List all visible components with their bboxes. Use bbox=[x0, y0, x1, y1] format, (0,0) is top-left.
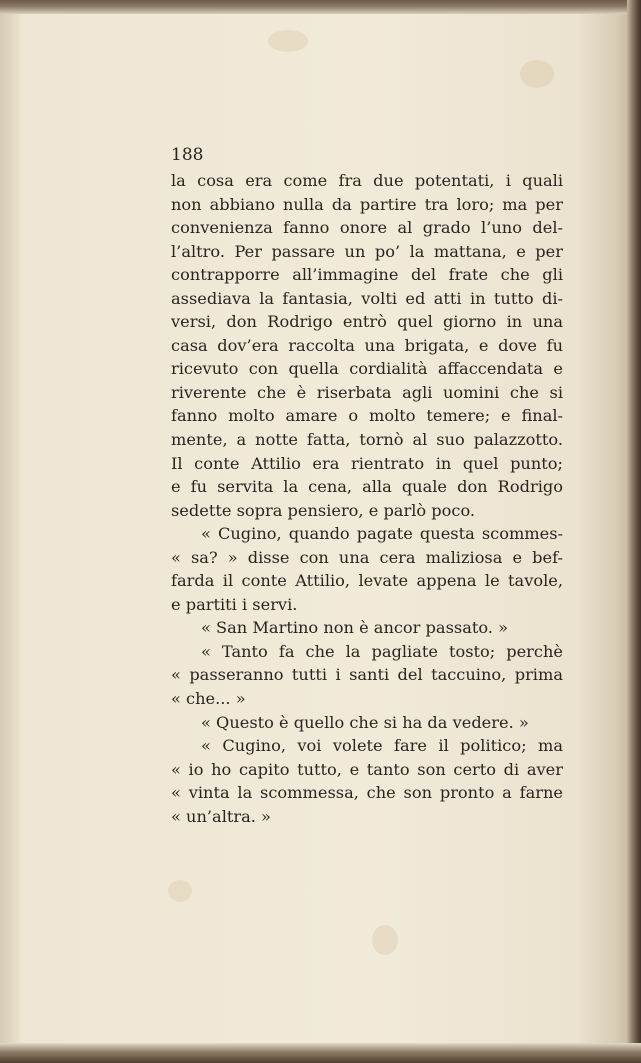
text-line: « sa? » disse con una cera maliziosa e bef- bbox=[171, 547, 563, 567]
text-lines bbox=[171, 169, 563, 828]
foxing-stain bbox=[520, 60, 554, 88]
text-line: contrapporre all’immagine del frate che gli bbox=[171, 265, 563, 285]
text-line: « vinta la scommessa, che son pronto a farne bbox=[171, 783, 563, 803]
text-line: « che... » bbox=[171, 689, 246, 709]
text-line: « Cugino, quando pagate questa scommes- bbox=[201, 524, 563, 544]
text-line: non abbiano nulla da partire tra loro; ma per bbox=[171, 194, 563, 214]
text-line: « Cugino, voi volete fare il politico; ma bbox=[201, 736, 563, 756]
text-line: fanno molto amare o molto temere; e final- bbox=[171, 406, 563, 426]
text-line: « passeranno tutti i santi del taccuino, prima bbox=[171, 665, 563, 685]
text-line: « San Martino non è ancor passato. » bbox=[201, 618, 509, 638]
text-line: la cosa era come fra due potentati, i quali bbox=[171, 171, 563, 190]
text-line: farda il conte Attilio, levate appena le tavole, bbox=[171, 571, 563, 591]
page-right-edge bbox=[627, 0, 641, 1063]
text-line: « un’altra. » bbox=[171, 806, 271, 826]
page-gutter-shadow bbox=[0, 0, 22, 1063]
text-line: sedette sopra pensiero, e parlò poco. bbox=[171, 500, 476, 520]
text-line: assediava la fantasia, volti ed atti in tutto di- bbox=[171, 288, 563, 308]
text-line: mente, a notte fatta, tornò al suo palazzotto. bbox=[171, 430, 563, 450]
text-line: casa dov’era raccolta una brigata, e dove fu bbox=[171, 335, 563, 355]
page-number: 188 bbox=[171, 145, 204, 165]
page-top-edge bbox=[0, 0, 641, 14]
text-line: e fu servita la cena, alla quale don Rodrigo bbox=[171, 477, 563, 497]
text-line: l’altro. Per passare un po’ la mattana, e per bbox=[171, 241, 563, 261]
foxing-stain bbox=[372, 925, 398, 955]
text-line: Il conte Attilio era rientrato in quel punto; bbox=[171, 453, 563, 473]
text-line: convenienza fanno onore al grado l’uno del- bbox=[171, 218, 563, 238]
text-line: e partiti i servi. bbox=[171, 594, 298, 614]
text-line: « io ho capito tutto, e tanto son certo di aver bbox=[171, 759, 563, 779]
foxing-stain bbox=[268, 30, 308, 52]
page-text-block bbox=[171, 143, 563, 828]
text-line: riverente che è riserbata agli uomini che si bbox=[171, 382, 563, 402]
foxing-stain bbox=[168, 880, 192, 902]
text-line: « Tanto fa che la pagliate tosto; perchè bbox=[201, 641, 563, 661]
page-bottom-edge bbox=[0, 1043, 641, 1063]
text-line: « Questo è quello che si ha da vedere. » bbox=[201, 712, 529, 732]
text-line: ricevuto con quella cordialità affaccendata e bbox=[171, 359, 563, 379]
text-line: versi, don Rodrigo entrò quel giorno in una bbox=[171, 312, 563, 332]
